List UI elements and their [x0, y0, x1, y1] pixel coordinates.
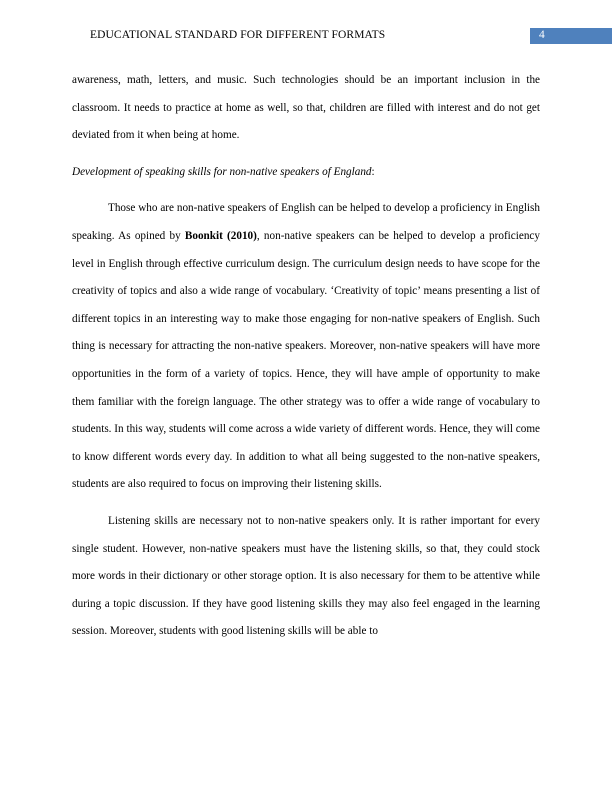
page-number: 4: [539, 29, 545, 41]
paragraph-text-start: Those who are non-native speakers of English can be helped to develop a proficiency in English speaking. As opined by: [72, 202, 540, 242]
citation-boonkit: Boonkit (2010): [184, 229, 257, 242]
section-heading: [72, 159, 540, 187]
page-number-badge: [530, 28, 612, 44]
section-heading-colon: :: [371, 165, 375, 178]
paragraph-speaking-skills: [72, 195, 540, 499]
section-heading-text: Development of speaking skills for non-native speakers of England: [72, 165, 372, 178]
running-head-title: EDUCATIONAL STANDARD FOR DIFFERENT FORMATS: [90, 29, 386, 41]
paragraph-continued: awareness, math, letters, and music. Such technologies should be an important inclusion in the classroom. It needs to practice at home as well, so that, children are filled with interest and do not get deviated from it when being at home.: [72, 74, 540, 142]
paragraph-text-rest: , non-native speakers can be helped to develop a proficiency level in English through effective curriculum design. The curriculum design needs to have scope for the creativity of topics and also a wide range of vocabulary. ‘Creativity of topic’ means presenting a list of different topics in an interesting way to make those engaging for non-native speakers of English. Such thing is necessary for attracting the non-native speakers. Moreover, non-native speakers will have more opportunities in the form of a variety of topics. Hence, they will have ample of opportunity to make them familiar with the foreign language. The other strategy was to offer a wide range of vocabulary to students. In this way, students will come across a wide variety of different words. Hence, they will come to know different words every day. In addition to what all being suggested to the non-native speakers, students are also required to focus on improving their listening skills.: [72, 229, 540, 491]
paragraph-listening-skills: Listening skills are necessary not to non-native speakers only. It is rather important for every single student. However, non-native speakers must have the listening skills, so that, they could stock more words in their dictionary or other storage option. It is also necessary for them to be attentive while during a topic discussion. If they have good listening skills they may also feel engaged in the learning session. Moreover, students with good listening skills will be able to: [72, 514, 540, 638]
page-header: [0, 28, 612, 44]
document-body: [72, 67, 540, 646]
